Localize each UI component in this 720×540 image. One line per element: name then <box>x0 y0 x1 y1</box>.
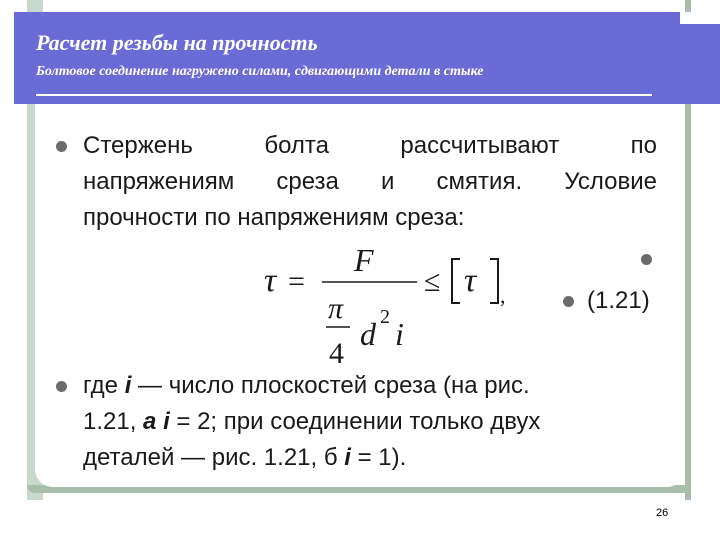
bullet-icon <box>641 254 652 265</box>
header-corner-cutout <box>680 12 720 24</box>
header-divider <box>36 94 652 96</box>
paragraph2-line3 <box>83 440 406 476</box>
word: смятия. <box>436 168 523 195</box>
word: рассчитывают <box>400 132 560 159</box>
text-run: 1.21, <box>83 408 144 435</box>
paragraph1-line2 <box>83 164 657 200</box>
exponent-two: 2 <box>380 306 390 328</box>
text-run: = 2; при соединении только двух <box>169 408 541 435</box>
page-number: 26 <box>656 507 669 519</box>
variable-a-i: а i <box>143 408 170 435</box>
left-bracket <box>452 259 460 303</box>
paragraph2-line1 <box>83 368 530 404</box>
diameter-symbol: d <box>360 316 376 352</box>
variable-i: i <box>344 444 351 471</box>
text-run: где <box>83 372 125 399</box>
bullet-icon <box>56 381 67 392</box>
four-digit: 4 <box>329 337 344 370</box>
variable-i: i <box>124 372 132 399</box>
tau-symbol: τ <box>264 262 277 299</box>
text-run: деталей — рис. 1.21, б <box>83 444 345 471</box>
paragraph2-line2 <box>83 404 540 440</box>
slide-title: Расчет резьбы на прочность <box>36 30 318 55</box>
equation-number: (1.21) <box>587 287 650 314</box>
paragraph1-line1 <box>83 128 657 164</box>
word: и <box>381 168 395 195</box>
paragraph1-line3: прочности по напряжениям среза: <box>83 204 465 231</box>
word: по <box>630 132 657 159</box>
leq-sign: ≤ <box>424 265 441 298</box>
shear-strength-formula <box>262 235 512 375</box>
header-band <box>14 12 720 104</box>
equals-sign: = <box>288 265 305 298</box>
word: Условие <box>564 168 657 195</box>
force-symbol: F <box>354 242 374 278</box>
word: напряжениям <box>83 168 235 195</box>
word: болта <box>264 132 329 159</box>
word: Стержень <box>83 132 193 159</box>
text-run: — число плоскостей среза (на рис. <box>131 372 530 399</box>
right-bracket <box>490 259 498 303</box>
comma: , <box>500 283 506 308</box>
bullet-icon <box>56 141 67 152</box>
word: среза <box>276 168 339 195</box>
pi-symbol: π <box>328 292 344 325</box>
bullet-icon <box>563 296 574 307</box>
text-run: = 1). <box>350 444 407 471</box>
slide-subtitle: Болтовое соединение нагружено силами, сдвигающими детали в стыке <box>36 64 484 79</box>
shear-planes-symbol: i <box>395 316 404 352</box>
allowable-tau-symbol: τ <box>464 262 477 299</box>
